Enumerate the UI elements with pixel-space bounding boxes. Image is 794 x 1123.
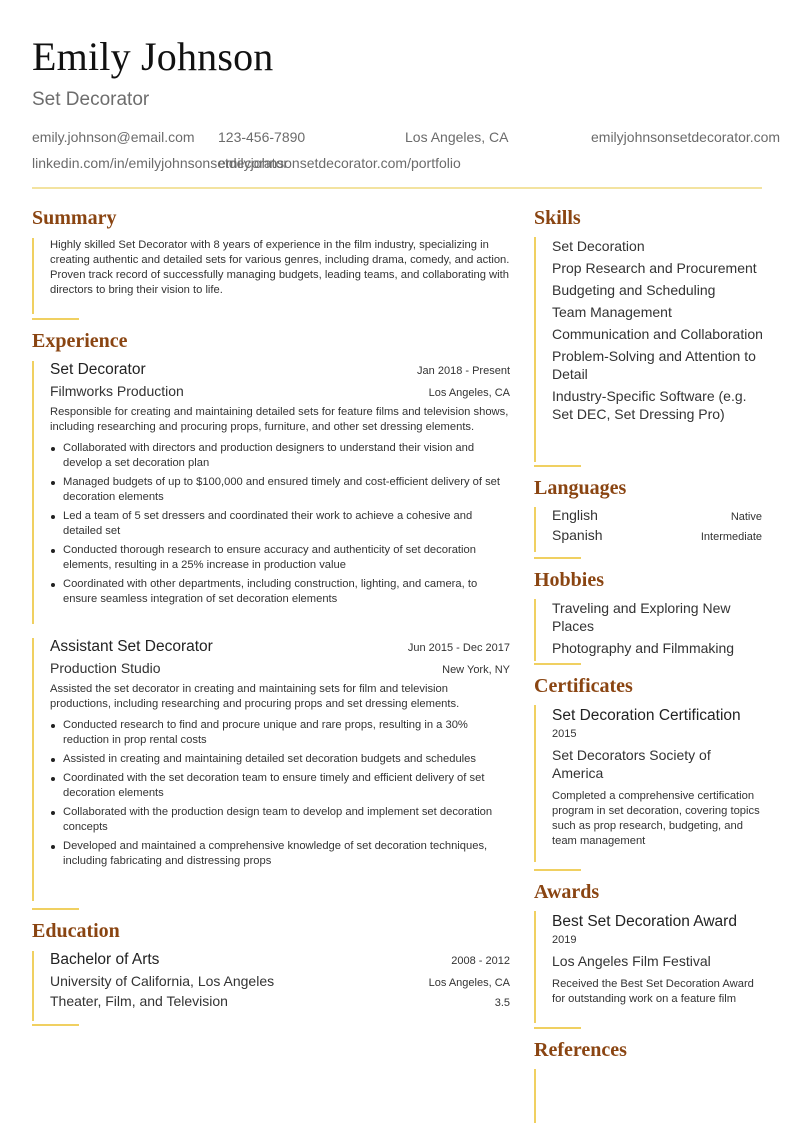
languages-heading: Languages xyxy=(534,477,627,499)
list-item: Conducted research to find and procure unique and rare props, resulting in a 30% reduction in prop rental costs xyxy=(50,718,510,748)
contact-phone[interactable]: 123-456-7890 xyxy=(218,129,306,145)
education-dates: 2008 - 2012 xyxy=(451,955,510,967)
certificate-name: Set Decoration Certification xyxy=(552,707,741,724)
education-field: Theater, Film, and Television xyxy=(50,993,228,1009)
award-year: 2019 xyxy=(552,934,577,946)
award-entry xyxy=(552,912,762,1007)
job-2-title: Assistant Set Decorator xyxy=(50,638,213,655)
header-divider xyxy=(32,187,762,189)
hobby-item: Photography and Filmmaking xyxy=(552,640,735,656)
contact-website[interactable]: emilyjohnsonsetdecorator.com xyxy=(591,129,781,145)
job-1-location: Los Angeles, CA xyxy=(428,387,510,399)
education-gpa: 3.5 xyxy=(494,997,510,1009)
hobbies-accent-bar xyxy=(534,599,536,661)
references-heading: References xyxy=(534,1039,627,1061)
contact-linkedin[interactable]: linkedin.com/in/emilyjohnsonsetdecorator xyxy=(32,155,289,171)
skills-underline xyxy=(534,465,581,467)
list-item: Assisted in creating and maintaining detailed set decoration budgets and schedules xyxy=(50,752,510,767)
summary-text: Highly skilled Set Decorator with 8 years of experience in the film industry, specializing in creating authentic and detailed sets for various genres, including drama, comedy, and action. Proven track record of successfully managing budgets, leading teams, and collaborating with directors to bring their vision to life. xyxy=(50,239,510,296)
job-2-company: Production Studio xyxy=(50,660,161,676)
experience-heading: Experience xyxy=(32,330,128,352)
hobby-item: Traveling and Exploring New Places xyxy=(552,600,731,634)
job-1-title: Set Decorator xyxy=(50,361,146,378)
list-item: Conducted thorough research to ensure accuracy and authenticity of set decoration elements, resulting in a 25% increase in production value xyxy=(50,543,510,573)
hobbies-underline xyxy=(534,663,581,665)
hobbies-heading: Hobbies xyxy=(534,569,605,591)
award-description: Received the Best Set Decoration Award for outstanding work on a feature film xyxy=(552,978,754,1005)
certificate-org: Set Decorators Society of America xyxy=(552,747,711,781)
skill-item: Set Decoration xyxy=(552,238,645,254)
language-level: Native xyxy=(730,511,762,523)
summary-heading: Summary xyxy=(32,207,117,229)
job-title: Set Decorator xyxy=(32,89,150,110)
hobbies-list xyxy=(552,599,757,661)
contact-portfolio[interactable]: emilyjohnsonsetdecorator.com/portfolio xyxy=(218,155,461,171)
list-item: Collaborated with directors and production designers to understand their vision and develop a set decoration plan xyxy=(50,441,510,471)
skills-heading: Skills xyxy=(534,207,581,229)
job-1-accent-bar xyxy=(32,361,34,624)
certificates-heading: Certificates xyxy=(534,675,633,697)
list-item: Coordinated with the set decoration team to ensure timely and efficient delivery of set decoration elements xyxy=(50,771,510,801)
skills-accent-bar xyxy=(534,237,536,462)
skill-item: Problem-Solving and Attention to Detail xyxy=(552,348,756,382)
certificate-description: Completed a comprehensive certification program in set decoration, covering topics such as prop research, budgeting, and team management xyxy=(552,790,760,847)
education-location: Los Angeles, CA xyxy=(428,977,510,989)
language-row xyxy=(552,507,762,523)
language-level: Intermediate xyxy=(700,531,762,543)
education-entry xyxy=(50,951,510,1009)
list-item: Led a team of 5 set dressers and coordinated their work to achieve a cohesive and detailed set xyxy=(50,509,510,539)
education-heading: Education xyxy=(32,920,120,942)
language-row xyxy=(552,527,762,543)
list-item: Managed budgets of up to $100,000 and ensured timely and cost-efficient delivery of set decoration elements xyxy=(50,475,510,505)
education-degree: Bachelor of Arts xyxy=(50,951,160,968)
languages-underline xyxy=(534,557,581,559)
summary-section xyxy=(50,238,510,298)
summary-underline xyxy=(32,318,79,320)
certificates-accent-bar xyxy=(534,705,536,862)
certificates-underline xyxy=(534,869,581,871)
certificate-year: 2015 xyxy=(552,728,577,740)
award-name: Best Set Decoration Award xyxy=(552,913,737,930)
languages-accent-bar xyxy=(534,507,536,552)
certificate-entry xyxy=(552,706,764,849)
language-name: Spanish xyxy=(552,527,603,543)
award-org: Los Angeles Film Festival xyxy=(552,953,711,969)
job-2-accent-bar xyxy=(32,638,34,901)
education-accent-bar xyxy=(32,951,34,1021)
list-item: Collaborated with the production design team to develop and implement set decoration concepts xyxy=(50,805,510,835)
candidate-name: Emily Johnson xyxy=(32,34,274,79)
job-2-location: New York, NY xyxy=(442,664,510,676)
contact-location: Los Angeles, CA xyxy=(405,129,509,145)
contact-email[interactable]: emily.johnson@email.com xyxy=(32,129,195,145)
education-school: University of California, Los Angeles xyxy=(50,973,275,989)
education-underline xyxy=(32,1024,79,1026)
skill-item: Team Management xyxy=(552,304,672,320)
job-2-description: Assisted the set decorator in creating and maintaining sets for film and television productions, including researching and procuring props and set dressing elements. xyxy=(50,683,460,710)
list-item: Coordinated with other departments, including construction, lighting, and camera, to ensure seamless integration of set decoration elements xyxy=(50,577,510,607)
skill-item: Budgeting and Scheduling xyxy=(552,282,716,298)
skill-item: Communication and Collaboration xyxy=(552,326,763,342)
job-1-company: Filmworks Production xyxy=(50,383,184,399)
job-2-dates: Jun 2015 - Dec 2017 xyxy=(407,642,510,654)
experience-underline xyxy=(32,908,79,910)
languages-list xyxy=(552,507,762,547)
list-item: Developed and maintained a comprehensive knowledge of set decoration techniques, including fabricating and distressing props xyxy=(50,839,510,869)
job-2 xyxy=(50,638,510,873)
language-name: English xyxy=(552,507,598,523)
awards-underline xyxy=(534,1027,581,1029)
skill-item: Industry-Specific Software (e.g. Set DEC, Set Dressing Pro) xyxy=(552,388,747,422)
skill-item: Prop Research and Procurement xyxy=(552,260,757,276)
job-1 xyxy=(50,361,510,611)
skills-list xyxy=(552,237,767,427)
summary-accent-bar xyxy=(32,238,34,314)
job-1-dates: Jan 2018 - Present xyxy=(417,365,510,377)
job-1-bullets xyxy=(50,441,510,607)
job-1-description: Responsible for creating and maintaining detailed sets for feature films and television shows, including researching and procuring props, furniture, and other set dressing elements. xyxy=(50,406,509,433)
awards-accent-bar xyxy=(534,911,536,1023)
references-accent-bar xyxy=(534,1069,536,1123)
awards-heading: Awards xyxy=(534,881,600,903)
job-2-bullets xyxy=(50,718,510,869)
